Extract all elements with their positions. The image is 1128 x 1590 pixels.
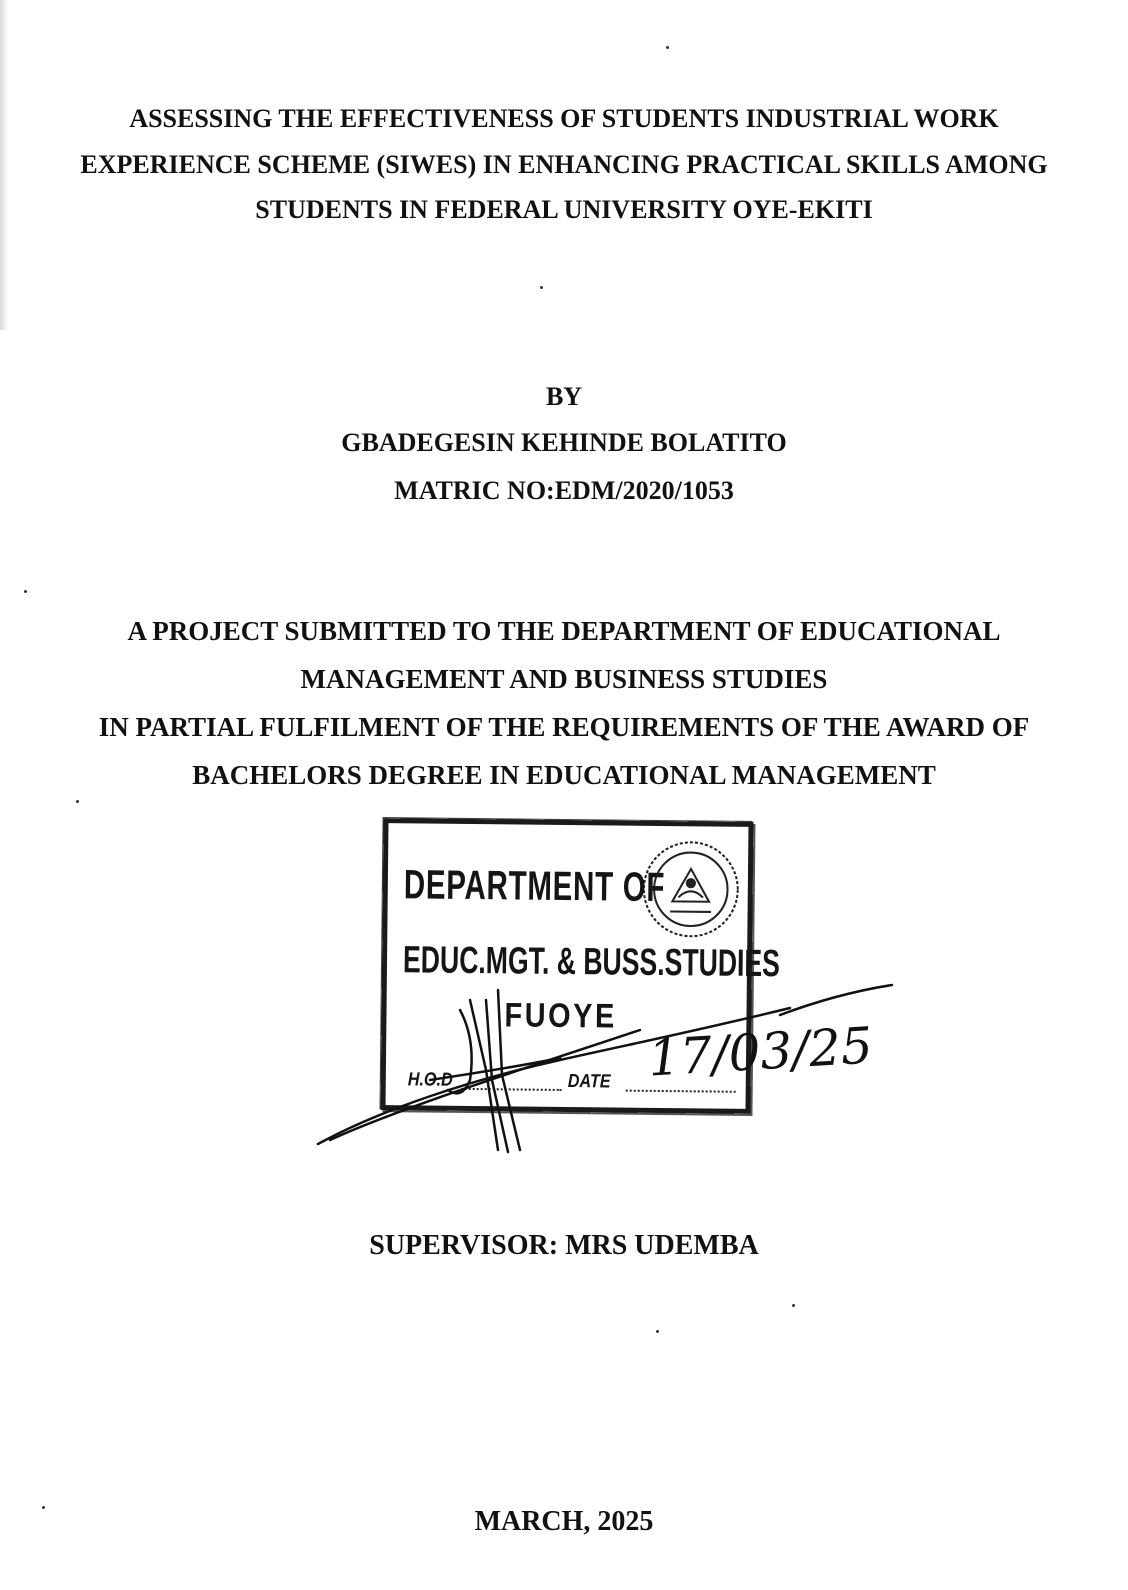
submission-line-3: IN PARTIAL FULFILMENT OF THE REQUIREMENTS OF THE AWARD OF [98, 712, 1030, 742]
stamp-institution-text: FUOYE [504, 996, 617, 1036]
scan-speck [656, 1330, 659, 1333]
author-name: GBADEGESIN KEHINDE BOLATITO [341, 428, 787, 457]
submission-date: MARCH, 2025 [474, 1506, 654, 1537]
scan-speck [666, 46, 669, 49]
stamp-department-text: DEPARTMENT OF [403, 861, 666, 911]
submission-line-1: A PROJECT SUBMITTED TO THE DEPARTMENT OF EDUCATIONAL [127, 616, 1001, 646]
stamp-hod-dotted-line [462, 1088, 562, 1091]
supervisor: SUPERVISOR: MRS UDEMBA [369, 1230, 759, 1261]
stamp-unit-text: EDUC.MGT. & BUSS.STUDIES [402, 939, 781, 986]
department-stamp [380, 818, 875, 1114]
scan-speck [76, 800, 79, 803]
matric-number: MATRIC NO:EDM/2020/1053 [394, 476, 734, 505]
scan-speck [792, 1304, 795, 1307]
stamp-hod-label: H.O.D [407, 1069, 453, 1091]
scan-speck [24, 590, 27, 593]
title-line-2: EXPERIENCE SCHEME (SIWES) IN ENHANCING PRACTICAL SKILLS AMONG [80, 150, 1048, 179]
by-label: BY [545, 382, 583, 411]
stamp-date-label: DATE [567, 1071, 611, 1093]
title-line-1: ASSESSING THE EFFECTIVENESS OF STUDENTS INDUSTRIAL WORK [129, 104, 999, 133]
handwritten-date: 17/03/25 [646, 1016, 875, 1088]
submission-line-2: MANAGEMENT AND BUSINESS STUDIES [300, 664, 828, 694]
title-line-3: STUDENTS IN FEDERAL UNIVERSITY OYE-EKITI [255, 195, 873, 224]
submission-line-4: BACHELORS DEGREE IN EDUCATIONAL MANAGEMENT [192, 760, 936, 790]
scan-speck [42, 1506, 45, 1509]
stamp-date-dotted-line [626, 1090, 736, 1093]
scan-speck [540, 286, 543, 289]
